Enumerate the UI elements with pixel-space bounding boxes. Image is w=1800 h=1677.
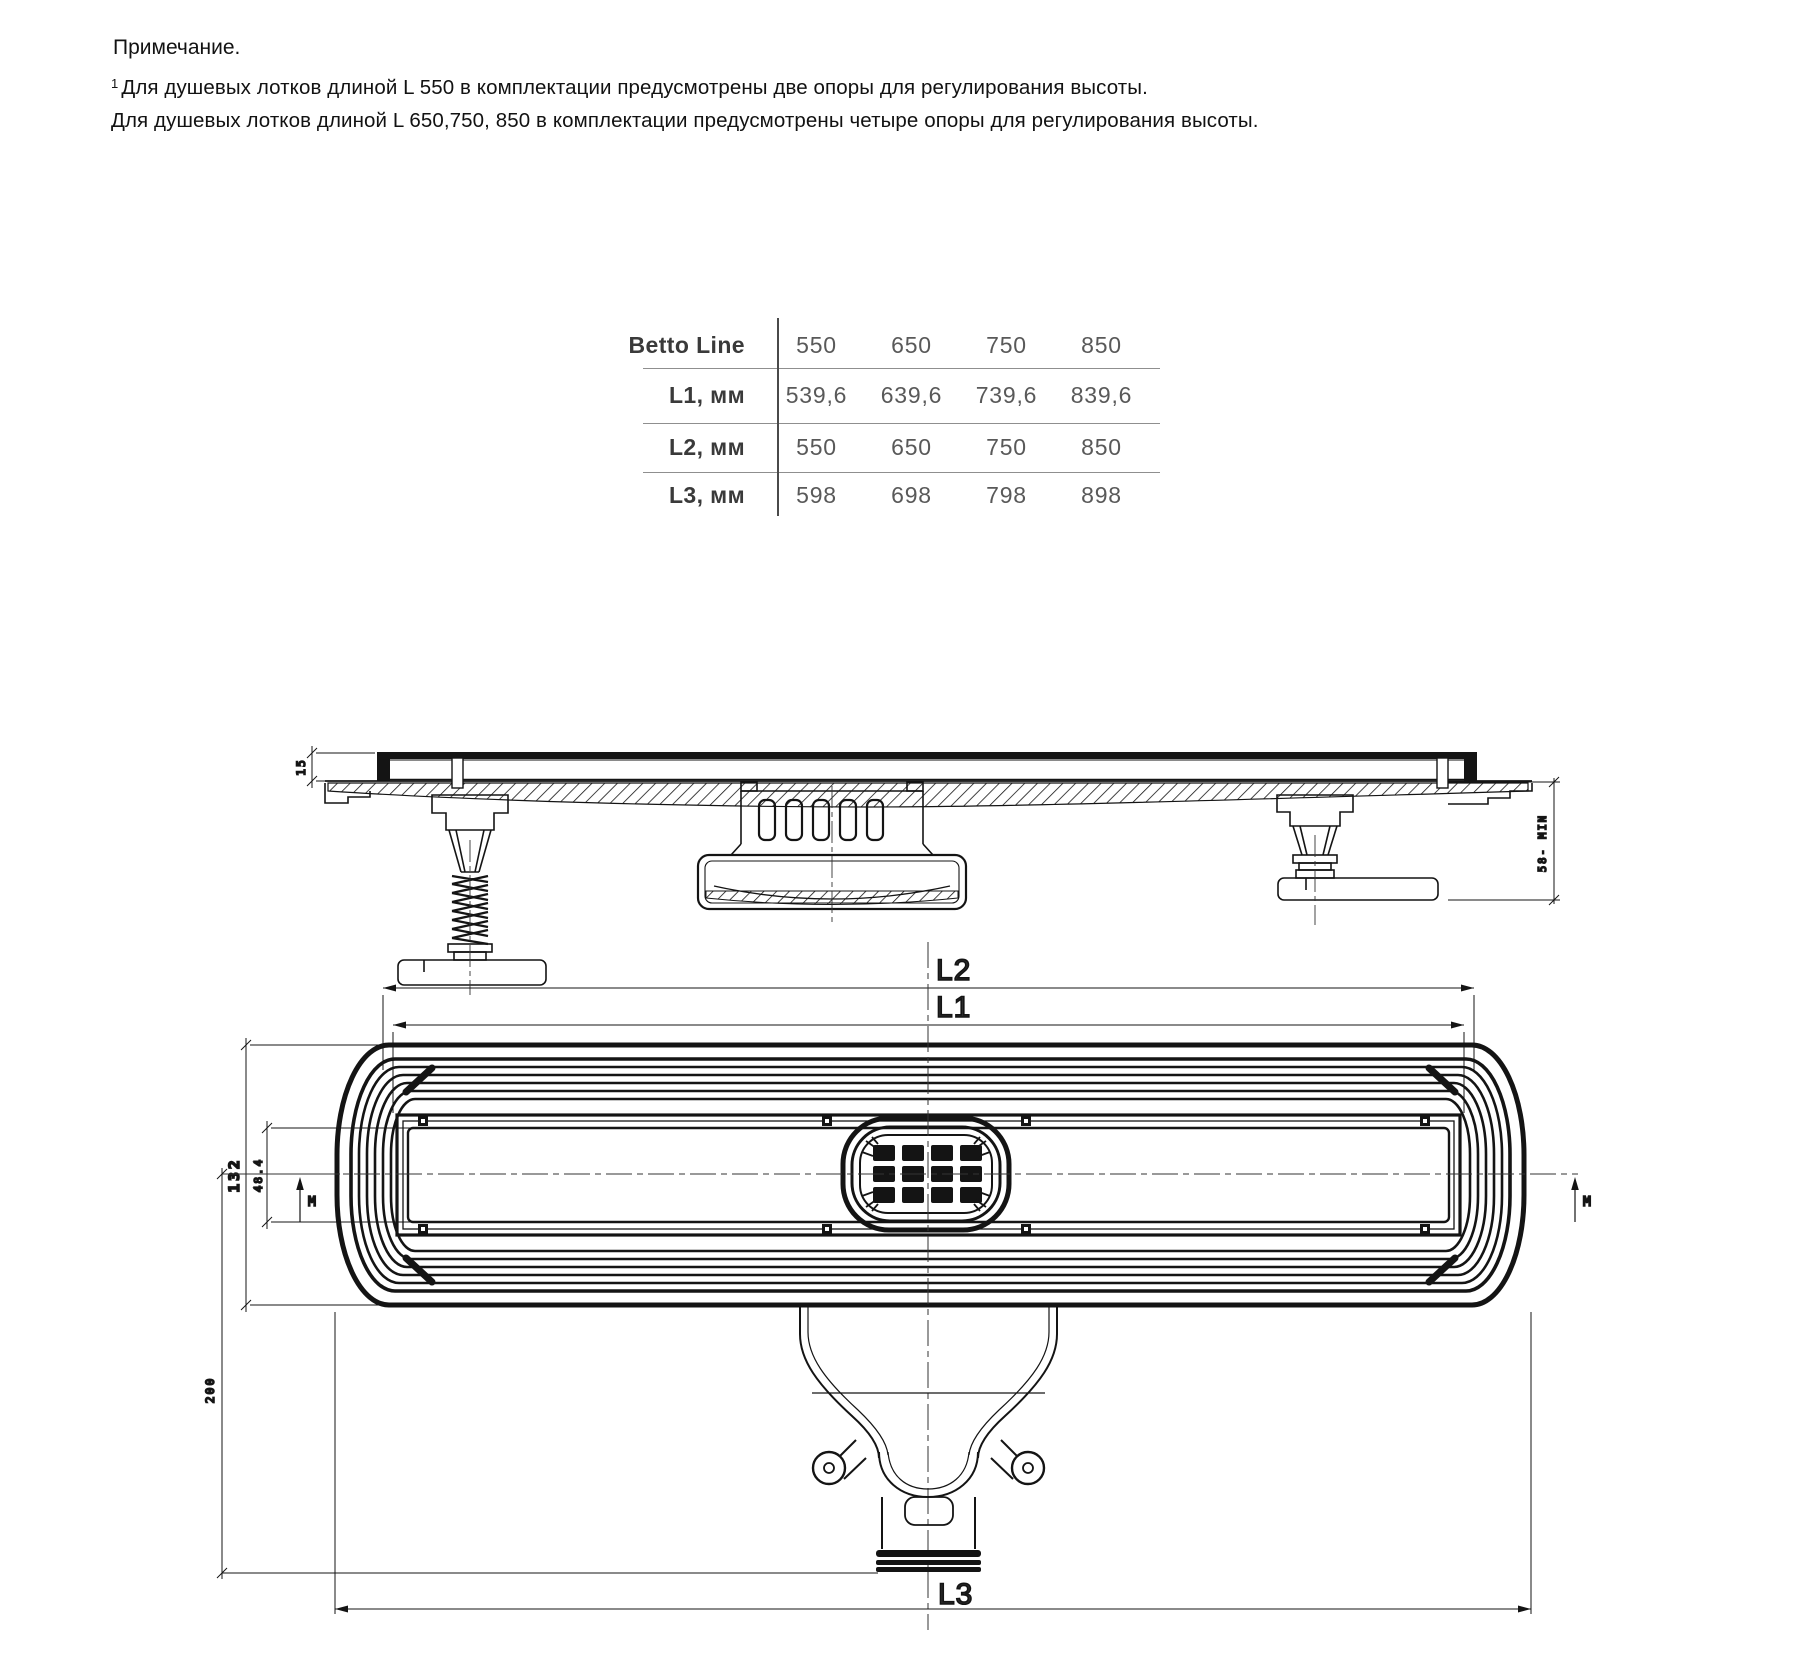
note-line-1-text: Для душевых лотков длиной L 550 в комплектации предусмотрены две опоры для регулирования высоты. bbox=[121, 76, 1148, 99]
table-cell: 850 bbox=[1081, 434, 1122, 460]
table-cell: 598 bbox=[796, 481, 837, 508]
table-cell: 739,6 bbox=[975, 382, 1038, 408]
table-header-row bbox=[557, 322, 1167, 368]
dim-48 bbox=[262, 1121, 425, 1229]
table-row-label: L1, мм bbox=[668, 382, 745, 408]
table-cell: 798 bbox=[986, 481, 1027, 508]
footnote-marker: 1 bbox=[111, 76, 119, 91]
dim-200-label: 200 bbox=[203, 1376, 217, 1404]
table-cell: 650 bbox=[891, 331, 932, 358]
note-line-2: Для душевых лотков длиной L 650,750, 850 в комплектации предусмотрены четыре опоры для регулирования высоты. bbox=[111, 109, 1259, 132]
dim-132-label: 132 bbox=[227, 1157, 243, 1193]
table-cell: 698 bbox=[891, 481, 932, 508]
table-row bbox=[557, 368, 1167, 423]
dim-58min-label: 58- MIN bbox=[1537, 813, 1549, 873]
table-row bbox=[557, 472, 1167, 518]
side-view-drawing bbox=[292, 746, 1560, 995]
table-vertical-divider bbox=[777, 318, 779, 516]
table-cell: 539,6 bbox=[785, 382, 848, 408]
l3-label: L3 bbox=[938, 1578, 974, 1611]
top-view-drawing bbox=[203, 942, 1591, 1630]
table-row bbox=[557, 423, 1167, 472]
table-cell: 550 bbox=[796, 331, 837, 358]
section-marker-left bbox=[296, 1177, 304, 1222]
left-foot bbox=[292, 767, 546, 985]
table-cell: 750 bbox=[986, 434, 1027, 460]
drain-body-grooves bbox=[337, 1045, 1524, 1305]
note-line-1 bbox=[111, 76, 1148, 100]
table-cell: 650 bbox=[891, 434, 932, 460]
table-cell: 898 bbox=[1081, 481, 1122, 508]
table-row-label: L3, мм bbox=[668, 481, 745, 508]
table-header-label: Betto Line bbox=[628, 331, 745, 358]
table-cell: 639,6 bbox=[880, 382, 943, 408]
section-m-right-label: M bbox=[1583, 1195, 1591, 1210]
section-m-left-label: M bbox=[308, 1195, 316, 1210]
table-cell: 750 bbox=[986, 331, 1027, 358]
l1-label: L1 bbox=[936, 991, 972, 1024]
table-cell: 839,6 bbox=[1070, 382, 1133, 408]
pipe-threads bbox=[876, 1550, 981, 1572]
note-title: Примечание. bbox=[113, 36, 241, 59]
dim-48-label: 48.4 bbox=[252, 1157, 265, 1193]
section-marker-right bbox=[1571, 1177, 1579, 1222]
table-cell: 850 bbox=[1081, 331, 1122, 358]
grate-top-edge bbox=[377, 752, 1477, 759]
right-foot bbox=[1277, 795, 1438, 900]
l2-label: L2 bbox=[936, 954, 972, 987]
technical-drawing bbox=[0, 620, 1800, 1677]
dimensions-table bbox=[557, 300, 1167, 520]
table-cell: 550 bbox=[796, 434, 837, 460]
table-row-label: L2, мм bbox=[668, 434, 745, 460]
dim-200 bbox=[217, 1168, 878, 1579]
dim-15-label: 15 bbox=[294, 758, 308, 776]
